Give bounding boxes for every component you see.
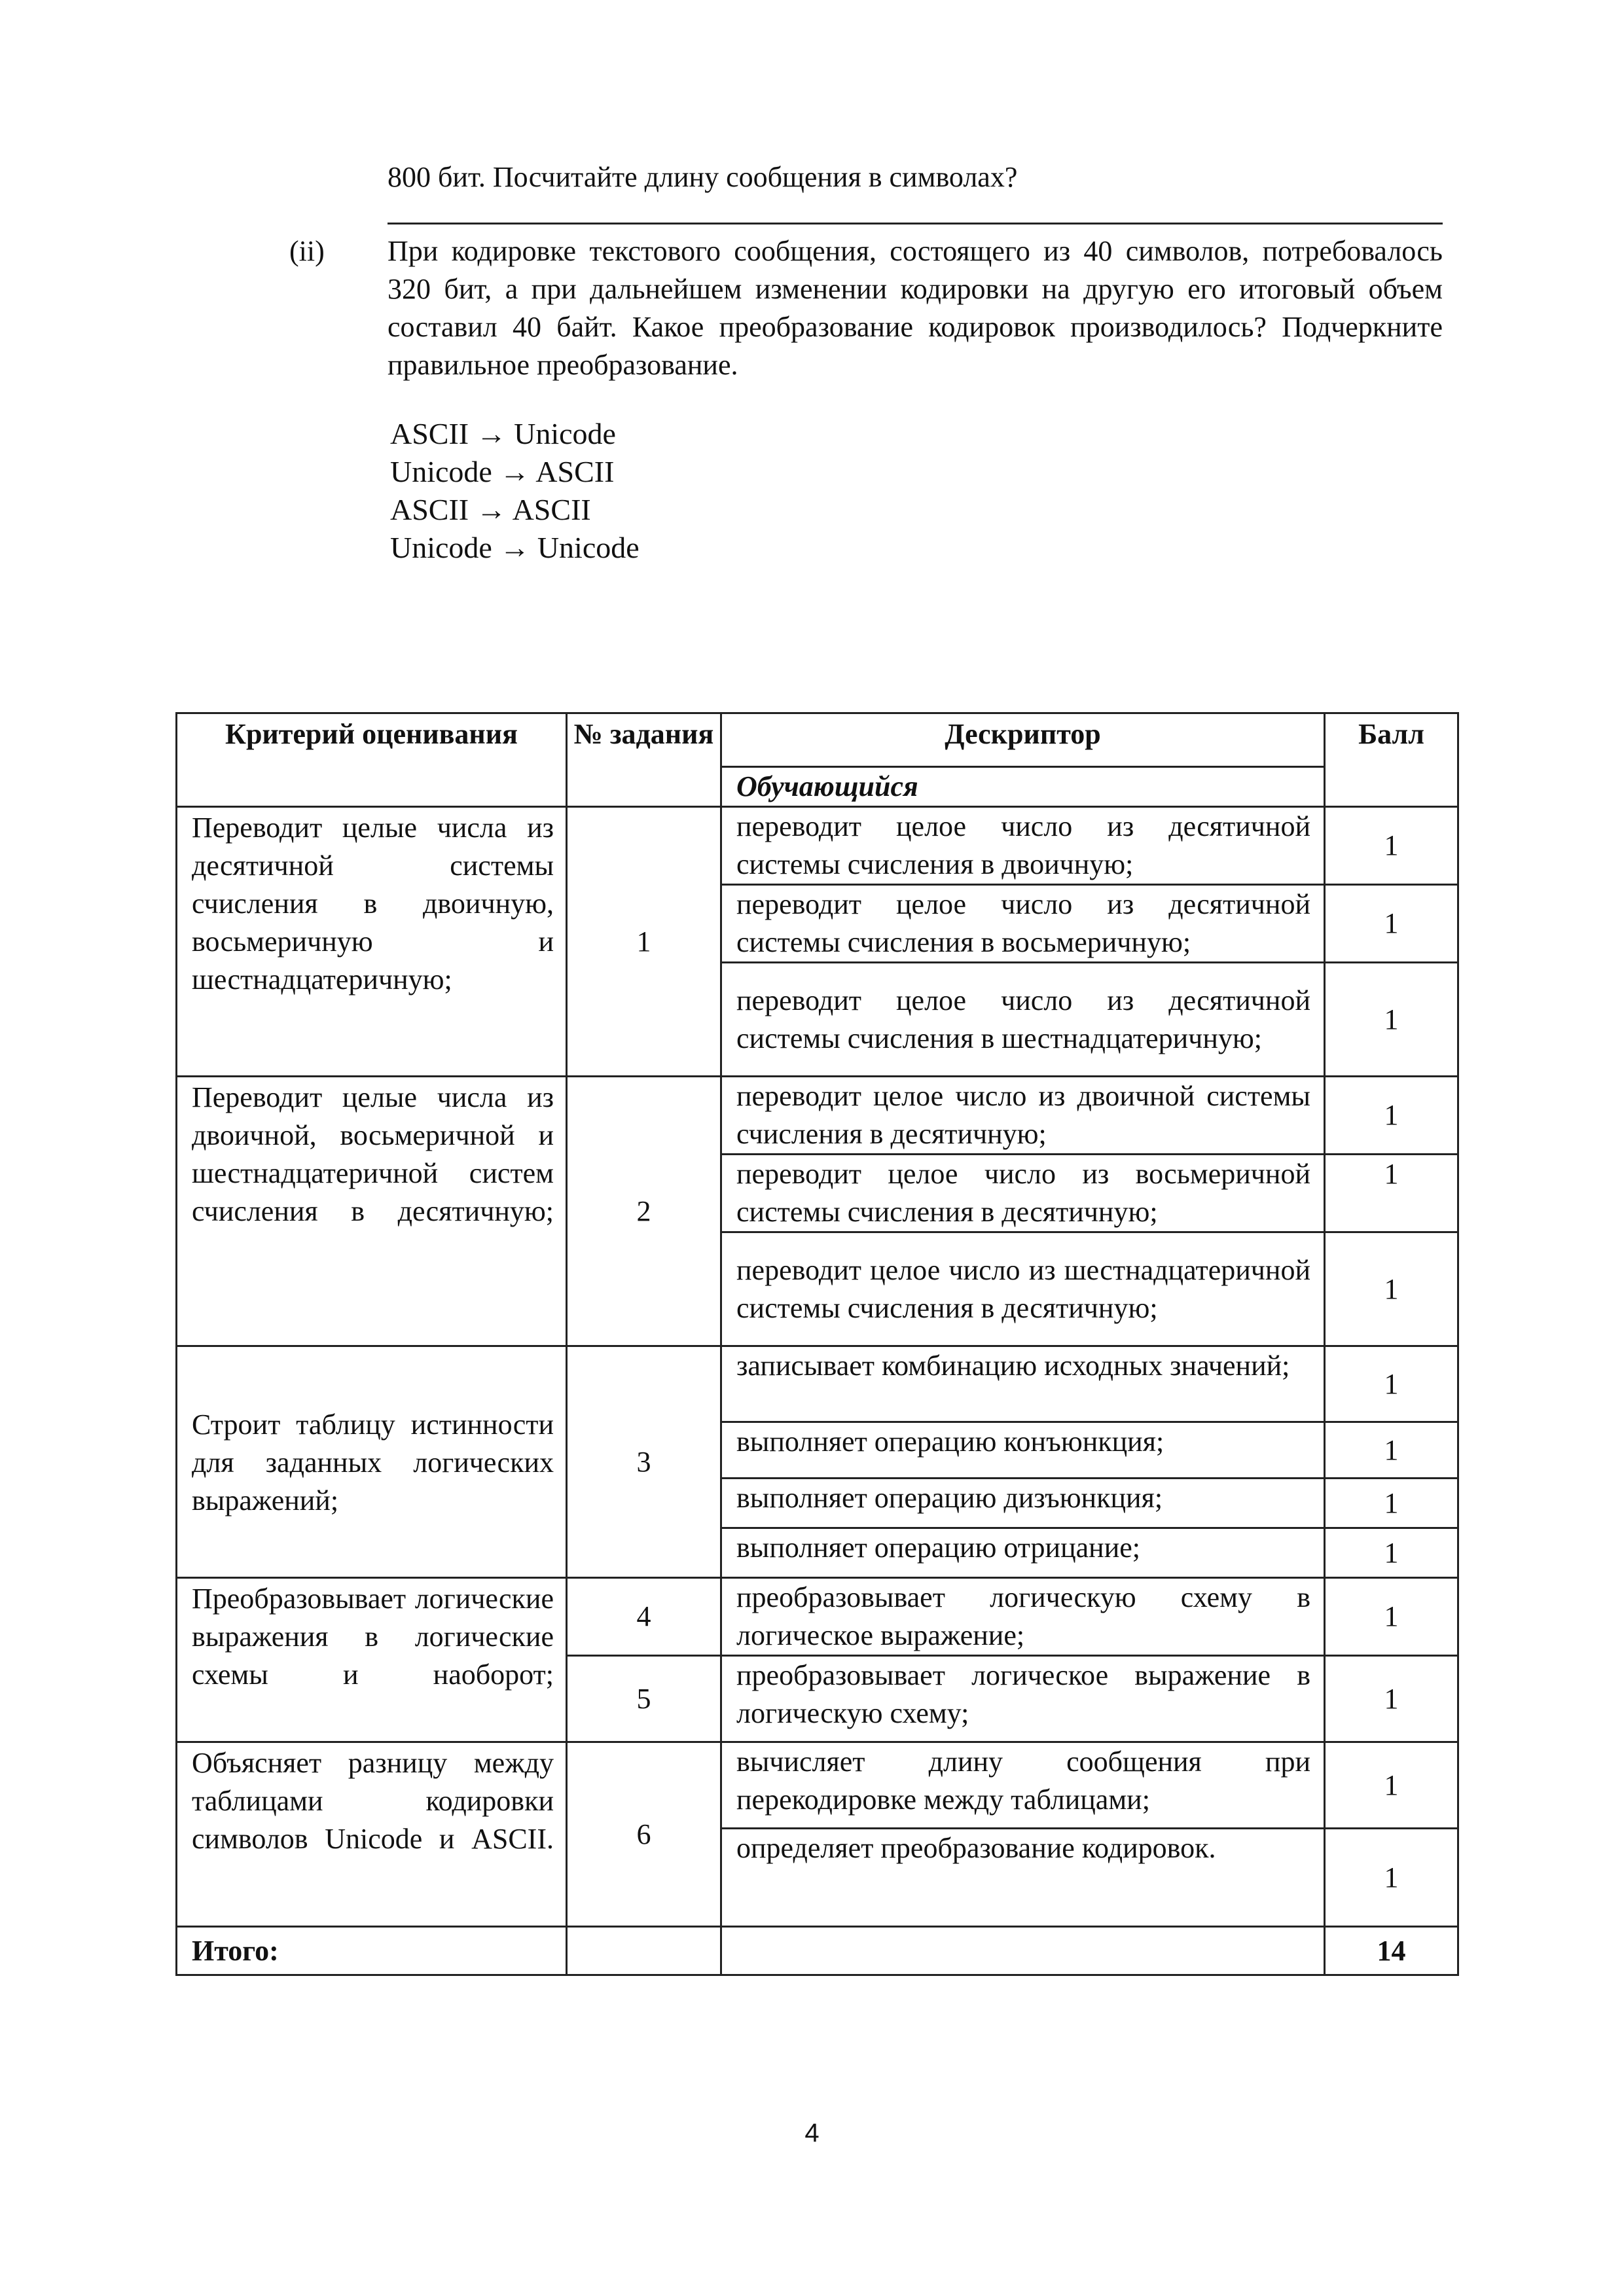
descriptor: преобразовывает логическое выражение в логическую схему; (721, 1656, 1325, 1742)
descriptor: определяет преобразование кодировок. (721, 1829, 1325, 1927)
descriptor: переводит целое число из двоичной системы счисления в десятичную; (721, 1077, 1325, 1155)
score: 1 (1325, 1528, 1458, 1578)
criterion-1: Переводит целые числа из десятичной системы счисления в двоичную, восьмеричную и шестнадцатеричную; (177, 807, 567, 1077)
page-number: 4 (804, 2119, 820, 2147)
task-number: 5 (567, 1656, 721, 1742)
score: 1 (1325, 1656, 1458, 1742)
descriptor: выполняет операцию конъюнкция; (721, 1422, 1325, 1479)
total-score: 14 (1325, 1927, 1458, 1975)
descriptor: преобразовывает логическую схему в логическое выражение; (721, 1578, 1325, 1656)
task-number: 3 (567, 1346, 721, 1578)
task-number: 6 (567, 1742, 721, 1927)
header-descriptor-sub: Обучающийся (721, 767, 1325, 807)
criterion-2: Переводит целые числа из двоичной, восьмеричной и шестнадцатеричной систем счисления в десятичную; (177, 1077, 567, 1346)
score: 1 (1325, 1742, 1458, 1829)
score: 1 (1325, 807, 1458, 885)
criterion-4: Преобразовывает логические выражения в логические схемы и наоборот; (177, 1578, 567, 1742)
option-unicode-to-ascii: Unicode → ASCII (390, 455, 615, 488)
subquestion-marker: (ii) (289, 235, 325, 267)
header-task-no: № задания (567, 713, 721, 807)
score: 1 (1325, 1422, 1458, 1479)
criterion-5: Объясняет разницу между таблицами кодировки символов Unicode и ASCII. (177, 1742, 567, 1927)
task-number: 1 (567, 807, 721, 1077)
score: 1 (1325, 885, 1458, 963)
score: 1 (1325, 1829, 1458, 1927)
descriptor: вычисляет длину сообщения при перекодировке между таблицами; (721, 1742, 1325, 1829)
rubric-table (175, 712, 1459, 1976)
descriptor: переводит целое число из десятичной системы счисления в шестнадцатеричную; (721, 963, 1325, 1077)
option-ascii-to-ascii: ASCII → ASCII (390, 493, 591, 526)
score: 1 (1325, 1479, 1458, 1528)
option-ascii-to-unicode: ASCII → Unicode (390, 417, 616, 450)
descriptor: переводит целое число из десятичной системы счисления в двоичную; (721, 807, 1325, 885)
descriptor: выполняет операцию дизъюнкция; (721, 1479, 1325, 1528)
score: 1 (1325, 1578, 1458, 1656)
criterion-3: Строит таблицу истинности для заданных логических выражений; (177, 1346, 567, 1578)
task-number: 4 (567, 1578, 721, 1656)
score: 1 (1325, 1155, 1458, 1232)
header-score: Балл (1325, 713, 1458, 807)
header-descriptor: Дескриптор (721, 713, 1325, 767)
subquestion-text: При кодировке текстового сообщения, состоящего из 40 символов, потребовалось 320 бит, а при дальнейшем изменении кодировки на другую его итоговый объем составил 40 байт. Какое преобразование кодировок производилось? Подчеркните правильное преобразование. (388, 235, 1443, 381)
descriptor: выполняет операцию отрицание; (721, 1528, 1325, 1578)
descriptor: переводит целое число из шестнадцатеричной системы счисления в десятичную; (721, 1232, 1325, 1346)
question-tail: 800 бит. Посчитайте длину сообщения в символах? (388, 161, 1018, 193)
score: 1 (1325, 1346, 1458, 1422)
total-label: Итого: (177, 1927, 567, 1975)
descriptor: переводит целое число из восьмеричной системы счисления в десятичную; (721, 1155, 1325, 1232)
score: 1 (1325, 1077, 1458, 1155)
descriptor: записывает комбинацию исходных значений; (721, 1346, 1325, 1422)
header-criterion: Критерий оценивания (177, 713, 567, 807)
task-number: 2 (567, 1077, 721, 1346)
option-unicode-to-unicode: Unicode → Unicode (390, 531, 640, 564)
total-empty-cell (567, 1927, 721, 1975)
answer-line (388, 223, 1443, 224)
total-empty-cell (721, 1927, 1325, 1975)
score: 1 (1325, 1232, 1458, 1346)
descriptor: переводит целое число из десятичной системы счисления в восьмеричную; (721, 885, 1325, 963)
score: 1 (1325, 963, 1458, 1077)
